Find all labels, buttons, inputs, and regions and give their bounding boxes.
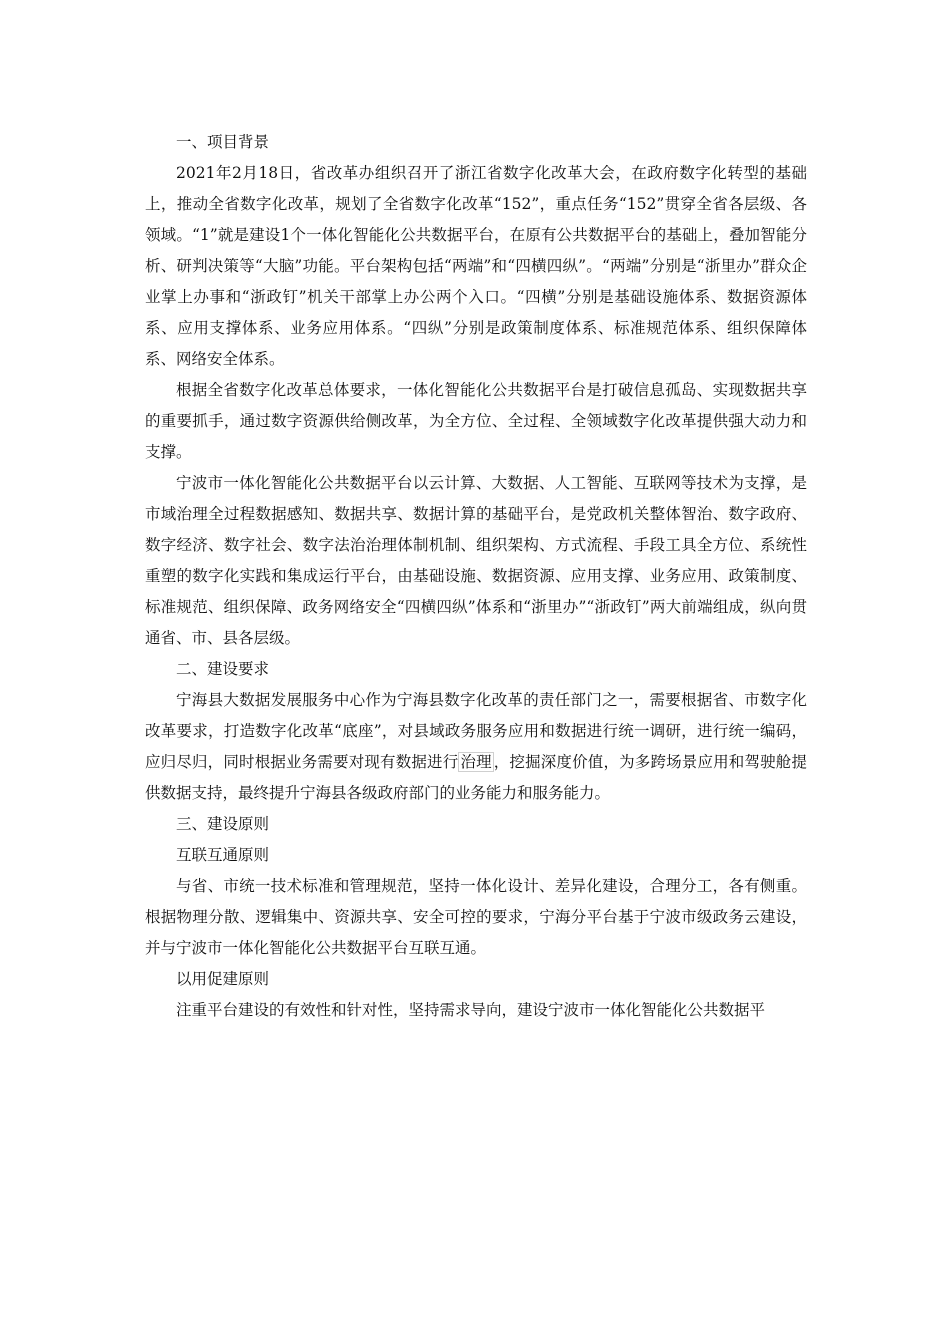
highlighted-term: 治理	[460, 753, 492, 771]
paragraph-text: 宁海县大数据发展服务中心作为宁海县数字化改革的责任部门之一，需要根据省、市数字化改革要求，打造数字化改革“底座”，对县域政务服务应用和数据进行统一调研，进行统一编码，应归尽归，同时根据业务需要对现有数据进行	[145, 691, 807, 771]
paragraph	[145, 685, 807, 809]
section-heading-requirements: 二、建设要求	[176, 660, 270, 678]
paragraph: 注重平台建设的有效性和针对性，坚持需求导向，建设宁波市一体化智能化公共数据平	[176, 1001, 766, 1019]
subheading-use-driven: 以用促建原则	[176, 970, 270, 988]
paragraph: 2021年2月18日，省改革办组织召开了浙江省数字化改革大会，在政府数字化转型的基础上，推动全省数字化改革，规划了全省数字化改革“152”，重点任务“152”贯穿全省各层级、各领域。“1”就是建设1个一体化智能化公共数据平台，在原有公共数据平台的基础上，叠加智能分析、研判决策等“大脑”功能。平台架构包括“两端”和“四横四纵”。“两端”分别是“浙里办”群众企业掌上办事和“浙政钉”机关干部掌上办公两个入口。“四横”分别是基础设施体系、数据资源体系、应用支撑体系、业务应用体系。“四纵”分别是政策制度体系、标准规范体系、组织保障体系、网络安全体系。	[145, 164, 807, 368]
paragraph: 与省、市统一技术标准和管理规范，坚持一体化设计、差异化建设，合理分工，各有侧重。根据物理分散、逻辑集中、资源共享、安全可控的要求，宁海分平台基于宁波市级政务云建设，并与宁波市一体化智能化公共数据平台互联互通。	[145, 877, 807, 957]
section-heading-background: 一、项目背景	[176, 133, 270, 151]
subheading-interconnection: 互联互通原则	[176, 846, 270, 864]
section-heading-principles: 三、建设原则	[176, 815, 270, 833]
paragraph: 根据全省数字化改革总体要求，一体化智能化公共数据平台是打破信息孤岛、实现数据共享的重要抓手，通过数字资源供给侧改革，为全方位、全过程、全领域数字化改革提供强大动力和支撑。	[145, 381, 807, 461]
document-body	[145, 127, 807, 1026]
paragraph-text: ，挖掘深度价值，为多跨场景应用和驾驶舱提供数据支持，最终提升宁海县各级政府部门的业务能力和服务能力。	[145, 753, 807, 802]
paragraph: 宁波市一体化智能化公共数据平台以云计算、大数据、人工智能、互联网等技术为支撑，是市域治理全过程数据感知、数据共享、数据计算的基础平台，是党政机关整体智治、数字政府、数字经济、数字社会、数字法治治理体制机制、组织架构、方式流程、手段工具全方位、系统性重塑的数字化实践和集成运行平台，由基础设施、数据资源、应用支撑、业务应用、政策制度、标准规范、组织保障、政务网络安全“四横四纵”体系和“浙里办”“浙政钉”两大前端组成，纵向贯通省、市、县各层级。	[145, 474, 807, 647]
